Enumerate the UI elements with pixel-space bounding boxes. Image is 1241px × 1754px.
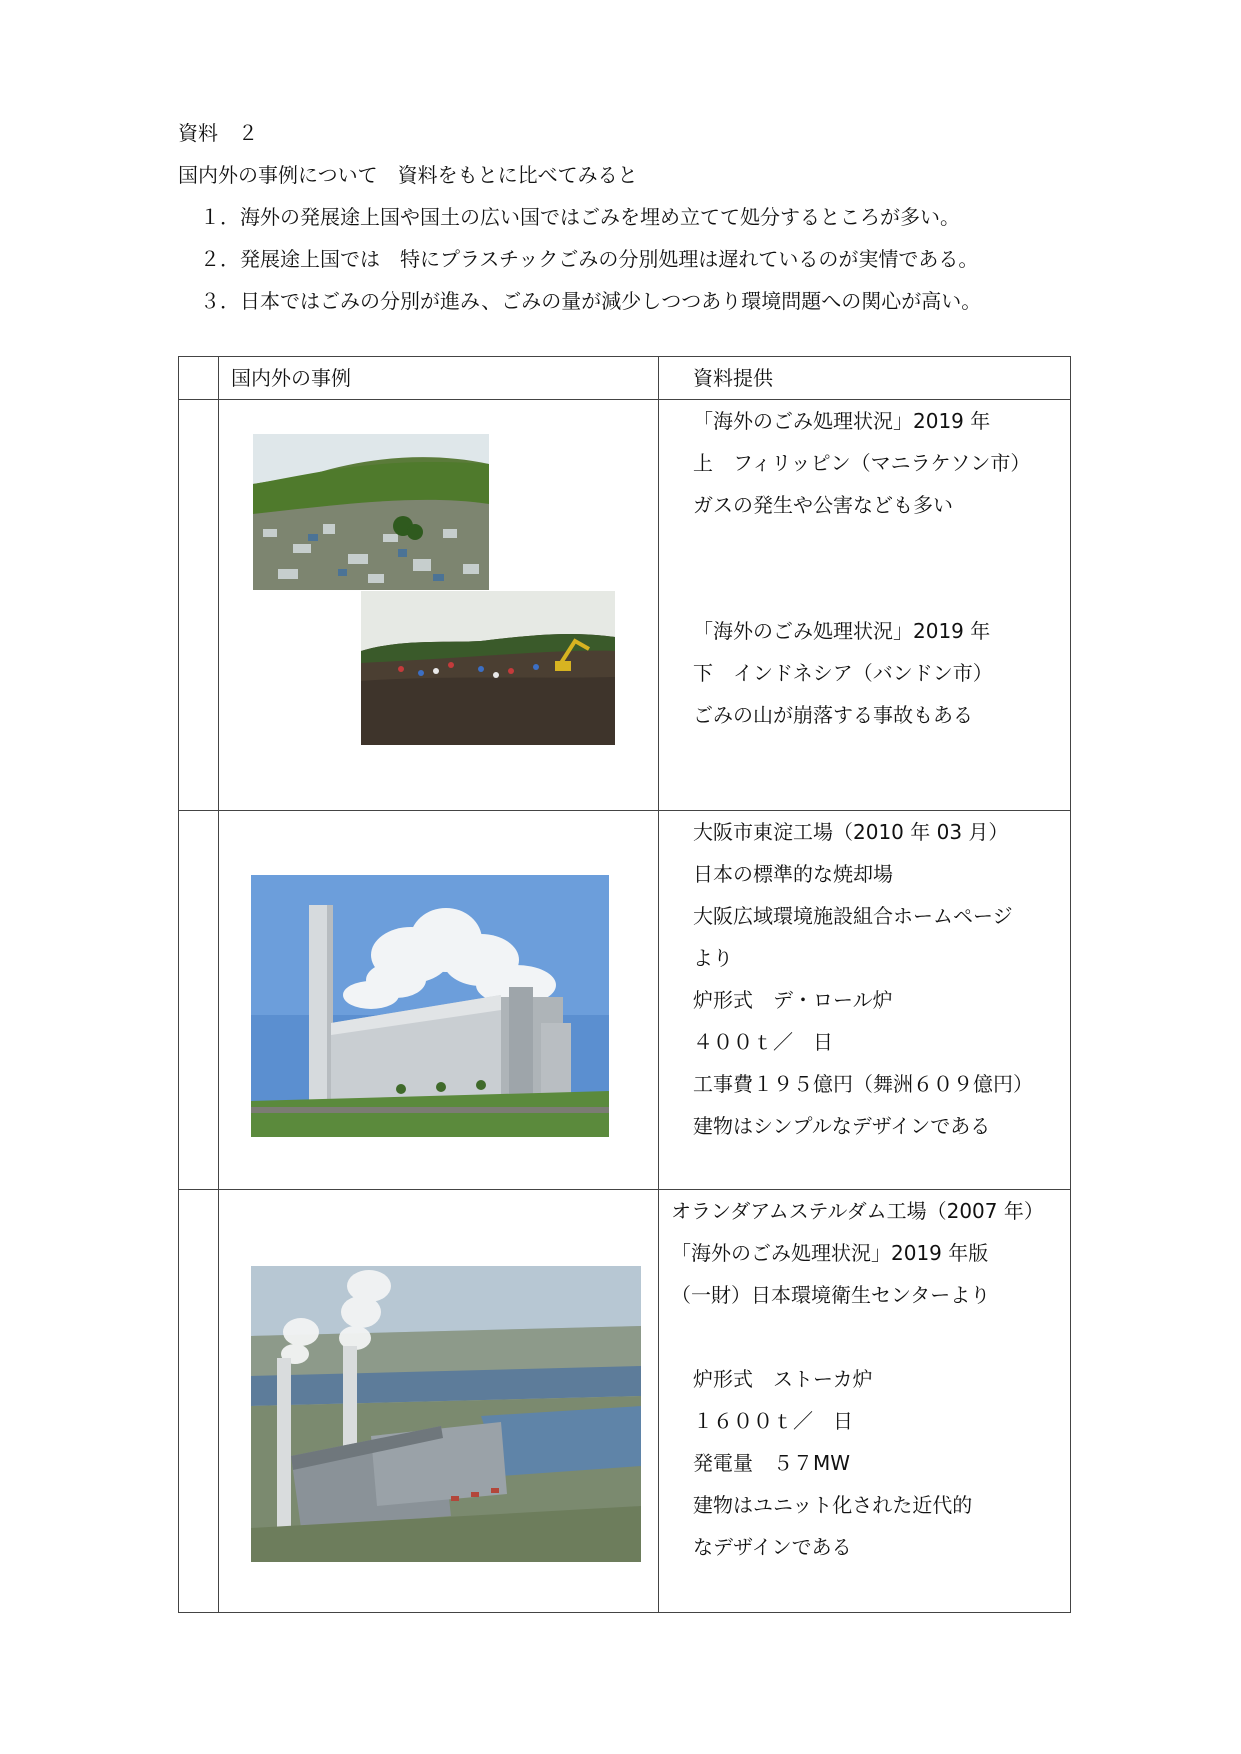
source-line: ガスの発生や公害なども多い <box>693 493 953 517</box>
source-line: 工事費１９５億円（舞洲６０９億円） <box>693 1072 1033 1096</box>
spacer <box>659 1316 1070 1358</box>
source-cell <box>659 400 1071 811</box>
table-row <box>179 400 1071 811</box>
landfill-indonesia-photo <box>361 591 615 745</box>
source-line: 炉形式 デ・ロール炉 <box>693 988 893 1012</box>
header-source: 資料提供 <box>659 357 1071 400</box>
source-line: 建物はユニット化された近代的 <box>693 1493 973 1517</box>
table-row <box>179 811 1071 1190</box>
source-line: ４００ｔ／ 日 <box>693 1030 833 1054</box>
row-num-cell <box>179 400 219 811</box>
source-line: １６００ｔ／ 日 <box>693 1409 853 1433</box>
photo-cell <box>219 400 659 811</box>
source-line: 大阪広域環境施設組合ホームページ <box>693 904 1013 928</box>
table-row <box>179 1190 1071 1613</box>
source-cell <box>659 1190 1071 1613</box>
source-line: 上 フィリッピン（マニラケソン市） <box>693 451 1031 475</box>
photo-cell <box>219 811 659 1190</box>
landfill-philippines-photo <box>253 434 489 590</box>
intro-lead: 国内外の事例について 資料をもとに比べてみると <box>178 163 638 187</box>
source-line: 建物はシンプルなデザインである <box>693 1114 991 1138</box>
source-line: 炉形式 ストーカ炉 <box>693 1367 873 1391</box>
cases-table <box>178 356 1071 1613</box>
source-line <box>659 526 1070 568</box>
photo-cell <box>219 1190 659 1613</box>
header-num <box>179 357 219 400</box>
document-heading: 資料 ２ <box>178 121 258 145</box>
source-line: 大阪市東淀工場（2010 年 03 月） <box>693 820 1009 844</box>
intro-point: ２．発展途上国では 特にプラスチックごみの分別処理は遅れているのが実情である。 <box>200 247 979 271</box>
row-num-cell <box>179 811 219 1190</box>
header-case: 国内外の事例 <box>219 357 659 400</box>
row-num-cell <box>179 1190 219 1613</box>
amsterdam-plant-photo <box>251 1266 641 1562</box>
source-line <box>659 568 1070 610</box>
source-line: 日本の標準的な焼却場 <box>693 862 893 886</box>
table-header-row <box>179 357 1071 400</box>
source-line: なデザインである <box>693 1535 852 1559</box>
source-line: 「海外のごみ処理状況」2019 年 <box>693 409 991 433</box>
osaka-higashiyodo-plant-photo <box>251 875 609 1137</box>
intro-block <box>178 112 981 322</box>
source-line: 発電量 ５７MW <box>693 1451 851 1475</box>
intro-point: ３．日本ではごみの分別が進み、ごみの量が減少しつつあり環境問題への関心が高い。 <box>200 289 982 313</box>
source-line: より <box>693 946 733 970</box>
source-cell <box>659 811 1071 1190</box>
source-line: オランダアムステルダム工場（2007 年） <box>671 1199 1044 1223</box>
intro-point: １．海外の発展途上国や国土の広い国ではごみを埋め立てて処分するところが多い。 <box>200 205 960 229</box>
source-line: 「海外のごみ処理状況」2019 年 <box>693 619 991 643</box>
source-line: 「海外のごみ処理状況」2019 年版 <box>671 1241 989 1265</box>
source-line: ごみの山が崩落する事故もある <box>693 703 973 727</box>
source-line: 下 インドネシア（バンドン市） <box>693 661 993 685</box>
source-line: （一財）日本環境衛生センターより <box>671 1283 991 1307</box>
